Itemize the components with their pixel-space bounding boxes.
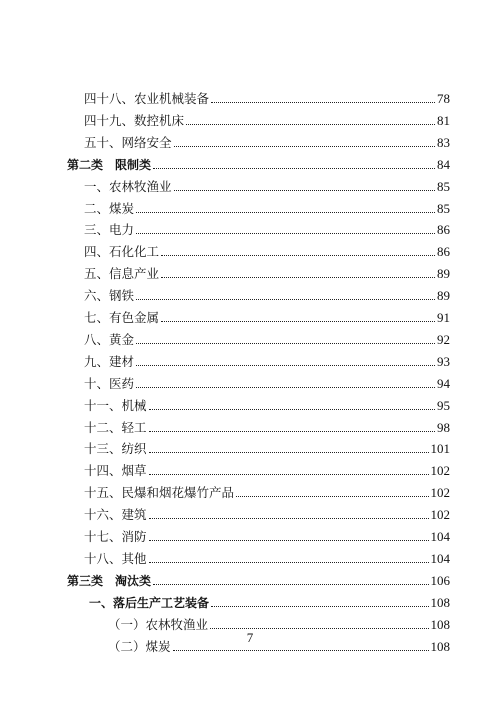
dot-leader <box>161 321 435 322</box>
toc-entry[interactable] <box>84 524 450 544</box>
toc-entry-label: （二）煤炭 <box>108 638 171 654</box>
toc-entry[interactable] <box>67 152 450 172</box>
dot-leader <box>210 628 428 629</box>
toc-entry-page: 106 <box>430 572 450 588</box>
dot-leader <box>149 431 435 432</box>
toc-entry-label: 四、石化化工 <box>84 244 160 260</box>
toc-entry-page: 94 <box>437 375 450 391</box>
toc-entry-label: 三、电力 <box>84 222 135 238</box>
toc-entry-label: 第三类 淘汰类 <box>67 573 152 588</box>
toc-entry-label: （一）农林牧渔业 <box>108 616 209 632</box>
toc-entry-label: 十七、消防 <box>84 529 147 544</box>
toc-entry[interactable] <box>84 283 450 303</box>
toc-entry-label: 十、医药 <box>84 375 135 391</box>
toc-entry-page: 89 <box>437 288 450 304</box>
toc-entry[interactable] <box>84 371 450 391</box>
toc-entry[interactable] <box>84 261 450 281</box>
toc-entry-page: 95 <box>437 397 450 413</box>
dot-leader <box>136 343 435 344</box>
toc-entry-page: 85 <box>437 200 450 216</box>
toc-entry-page: 78 <box>437 91 450 106</box>
dot-leader <box>136 365 435 366</box>
toc-entry-label: 六、钢铁 <box>84 288 135 304</box>
page-number: 7 <box>246 630 254 645</box>
toc-entry-label: 十一、机械 <box>84 397 147 413</box>
toc-entry[interactable] <box>84 305 450 325</box>
dot-leader <box>186 124 435 125</box>
toc-entry[interactable] <box>84 217 450 237</box>
dot-leader <box>174 146 435 147</box>
dot-leader <box>211 606 428 607</box>
toc-entry-label: 十五、民爆和烟花爆竹产品 <box>84 485 235 501</box>
toc-entry[interactable] <box>84 458 450 478</box>
dot-leader <box>136 233 435 234</box>
toc-entry-page: 101 <box>430 441 450 457</box>
dot-leader <box>149 518 429 519</box>
toc-entry-label: 九、建材 <box>84 353 135 369</box>
toc-entry[interactable] <box>84 174 450 194</box>
toc-entry[interactable] <box>84 502 450 522</box>
toc-entry[interactable] <box>84 349 450 369</box>
toc-entry-page: 108 <box>430 638 450 654</box>
toc-entry-page: 86 <box>437 244 450 260</box>
toc-entry-page: 102 <box>430 485 450 501</box>
dot-leader <box>136 387 435 388</box>
toc-entry-page: 108 <box>430 616 450 632</box>
toc-entry-label: 一、农林牧渔业 <box>84 178 172 194</box>
dot-leader <box>149 474 429 475</box>
toc-entry-label: 十六、建筑 <box>84 507 147 523</box>
toc-entry-page: 85 <box>437 178 450 194</box>
toc-entry[interactable] <box>84 196 450 216</box>
toc-entry-page: 93 <box>437 353 450 369</box>
toc-entry-page: 81 <box>437 112 450 128</box>
toc-entry-label: 四十八、农业机械装备 <box>84 91 210 106</box>
toc-entry-page: 108 <box>430 594 450 610</box>
toc-entry-page: 104 <box>430 529 450 544</box>
dot-leader <box>173 650 429 651</box>
dot-leader <box>149 452 429 453</box>
toc-entry-label: 八、黄金 <box>84 331 135 347</box>
toc-entry[interactable] <box>108 612 450 632</box>
toc-entry-page: 89 <box>437 266 450 282</box>
toc-entry-label: 五十、网络安全 <box>84 134 172 150</box>
toc-entry[interactable] <box>84 415 450 435</box>
dot-leader <box>136 299 435 300</box>
toc-entry-page: 104 <box>430 550 450 566</box>
dot-leader <box>136 212 435 213</box>
toc-entry-label: 第二类 限制类 <box>67 157 152 172</box>
toc-entry-page: 92 <box>437 331 450 347</box>
dot-leader <box>149 409 435 410</box>
toc-entry-label: 四十九、数控机床 <box>84 112 185 128</box>
toc-entry[interactable] <box>84 239 450 259</box>
toc-entry-page: 102 <box>430 507 450 523</box>
dot-leader <box>161 277 435 278</box>
toc-entry[interactable] <box>84 480 450 500</box>
toc-entry[interactable] <box>84 546 450 566</box>
toc-entry-page: 102 <box>430 463 450 479</box>
dot-leader <box>161 255 435 256</box>
dot-leader <box>174 190 435 191</box>
toc-entry-label: 十八、其他 <box>84 550 147 566</box>
toc-entry[interactable] <box>84 436 450 456</box>
toc-entry-label: 十三、纺织 <box>84 441 147 457</box>
toc-entry-page: 84 <box>437 156 450 172</box>
toc-entry-page: 86 <box>437 222 450 238</box>
toc-entry[interactable] <box>84 327 450 347</box>
toc-entry[interactable] <box>89 590 450 610</box>
dot-leader <box>153 584 428 585</box>
dot-leader <box>211 102 435 103</box>
dot-leader <box>236 496 428 497</box>
toc-entry-label: 十四、烟草 <box>84 463 147 479</box>
toc-entry[interactable] <box>84 130 450 150</box>
toc-entry[interactable] <box>84 86 450 106</box>
toc-entry-page: 83 <box>437 134 450 150</box>
dot-leader <box>149 540 429 541</box>
toc-entry[interactable] <box>84 393 450 413</box>
toc-entry-page: 91 <box>437 310 450 325</box>
toc-entry[interactable] <box>67 568 450 588</box>
toc-entry[interactable] <box>84 108 450 128</box>
dot-leader <box>153 168 435 169</box>
toc-entry-label: 一、落后生产工艺装备 <box>89 595 210 610</box>
dot-leader <box>149 562 429 563</box>
toc-entry-label: 二、煤炭 <box>84 200 135 216</box>
toc-entry-label: 七、有色金属 <box>84 310 160 325</box>
toc-entry-label: 十二、轻工 <box>84 419 147 435</box>
toc-entry-page: 98 <box>437 419 450 435</box>
toc-entry-label: 五、信息产业 <box>84 266 160 282</box>
